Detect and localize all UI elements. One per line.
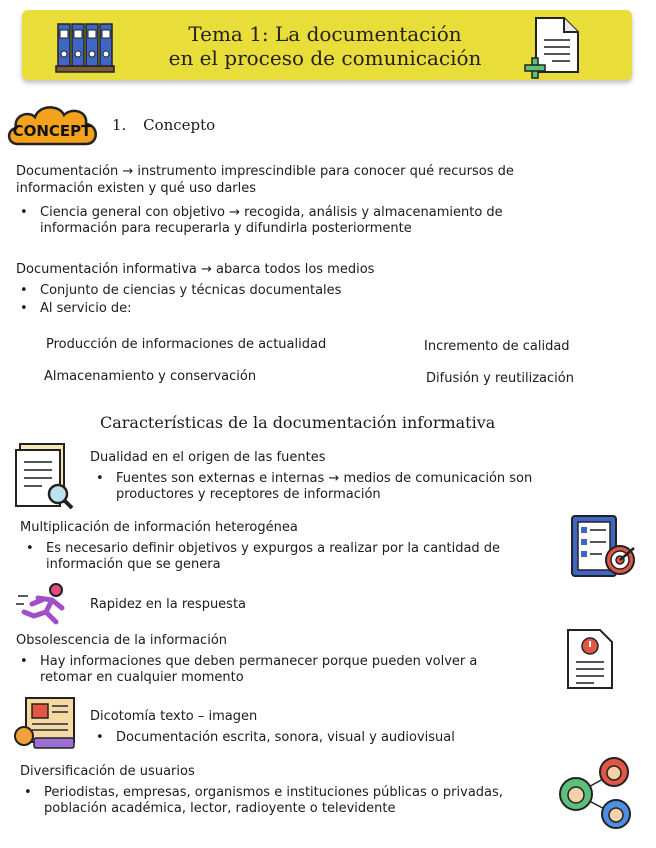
characteristic-bullet-line-1: Periodistas, empresas, organismos e instituciones públicas o privadas, (44, 785, 503, 800)
bullet-dot: • (24, 785, 32, 800)
page-title (140, 22, 510, 70)
concept-label: CONCEPT (12, 122, 92, 140)
users-network-icon (556, 756, 638, 832)
bullet-dot: • (96, 471, 104, 486)
informativa-bullet-1 (20, 283, 342, 299)
newspaper-icon (12, 694, 78, 754)
bullet-dot: • (20, 301, 28, 316)
informativa-line: Documentación informativa → abarca todos los medios (16, 262, 375, 277)
concept-cloud-badge (4, 100, 102, 156)
bullet-dot: • (20, 654, 28, 669)
characteristic-bullet-line-1: Documentación escrita, sonora, visual y audiovisual (116, 730, 455, 745)
binders-icon (54, 16, 116, 76)
service-item: Difusión y reutilización (426, 371, 574, 386)
characteristic-bullet-line-2: productores y receptores de información (116, 487, 381, 502)
document-alert-icon (564, 626, 616, 692)
service-item: Incremento de calidad (424, 339, 570, 354)
service-item: Producción de informaciones de actualidad (46, 337, 327, 352)
title-line-1: Tema 1: La documentación (188, 22, 462, 46)
doc-bullet-line-2: información para recuperarla y difundirla posteriormente (40, 221, 412, 236)
section-number: 1. (112, 116, 127, 134)
characteristic-bullet (96, 471, 533, 503)
doc-definition-line-1: Documentación → instrumento imprescindible para conocer qué recursos de (16, 164, 514, 179)
informativa-bullet-2-text: Al servicio de: (40, 301, 132, 316)
bullet-dot: • (26, 541, 34, 556)
document-search-icon (14, 440, 76, 512)
characteristic-bullet-line-1: Hay informaciones que deben permanecer porque pueden volver a (40, 654, 478, 669)
doc-bullet-line-1: Ciencia general con objetivo → recogida, análisis y almacenamiento de (40, 205, 503, 220)
characteristic-bullet (96, 730, 455, 746)
characteristics-title: Características de la documentación informativa (100, 413, 496, 432)
document-add-icon (522, 14, 584, 80)
characteristic-bullet-line-2: población académica, lector, radioyente o televidente (44, 801, 396, 816)
characteristic-heading: Obsolescencia de la información (16, 633, 228, 648)
characteristic-heading: Dualidad en el origen de las fuentes (90, 450, 326, 465)
doc-bullet (20, 205, 503, 237)
characteristic-bullet-line-1: Es necesario definir objetivos y expurgos a realizar por la cantidad de (46, 541, 501, 556)
section-heading (112, 116, 215, 134)
characteristic-bullet (20, 654, 478, 686)
bullet-dot: • (20, 283, 28, 298)
characteristic-bullet-line-2: información que se genera (46, 557, 221, 572)
characteristic-bullet-line-1: Fuentes son externas e internas → medios de comunicación son (116, 471, 533, 486)
section-title: Concepto (143, 116, 216, 134)
characteristic-heading: Multiplicación de información heterogénea (20, 520, 298, 535)
running-person-icon (16, 582, 72, 626)
informativa-bullet-1-text: Conjunto de ciencias y técnicas documentales (40, 283, 342, 298)
bullet-dot: • (96, 730, 104, 745)
characteristic-bullet (26, 541, 501, 573)
characteristic-bullet (24, 785, 503, 817)
service-item: Almacenamiento y conservación (44, 369, 257, 384)
characteristic-heading: Rapidez en la respuesta (90, 597, 247, 612)
bullet-dot: • (20, 205, 28, 220)
informativa-bullet-2 (20, 301, 132, 317)
title-line-2: en el proceso de comunicación (168, 46, 482, 70)
checklist-target-icon (568, 512, 638, 580)
characteristic-heading: Dicotomía texto – imagen (90, 709, 258, 724)
characteristic-heading: Diversificación de usuarios (20, 764, 195, 779)
doc-definition-line-2: información existen y qué uso darles (16, 181, 257, 196)
characteristic-bullet-line-2: retomar en cualquier momento (40, 670, 244, 685)
